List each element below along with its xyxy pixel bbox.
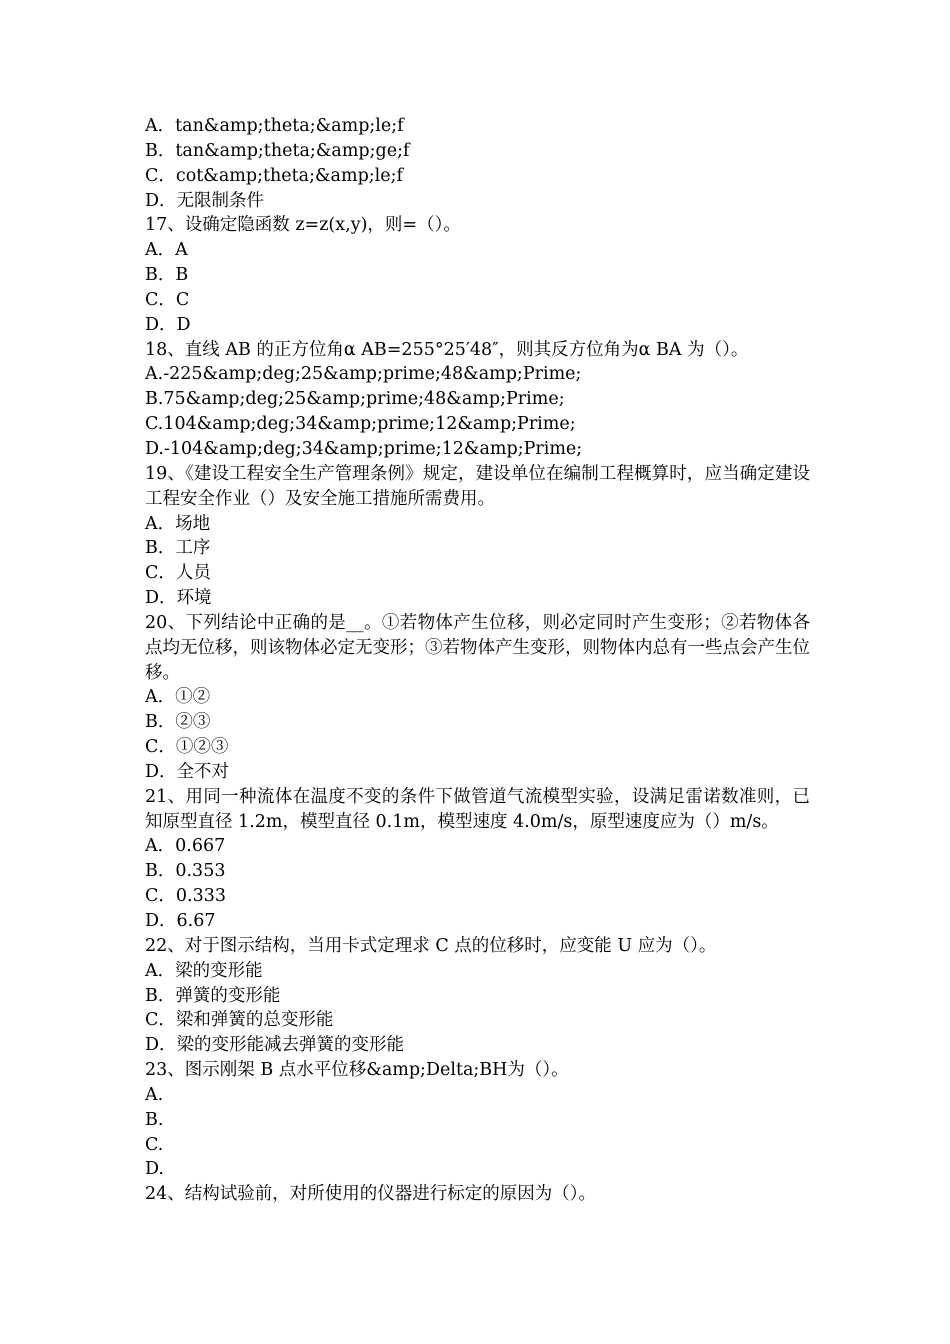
question-line: 20、下列结论中正确的是__。①若物体产生位移，则必定同时产生变形；②若物体各点均无位移，则该物体必定无变形；③若物体产生变形，则物体内总有一些点会产生位移。 bbox=[145, 612, 810, 683]
option-line: D. bbox=[145, 1159, 164, 1180]
option-line: D．D bbox=[145, 314, 191, 335]
option-line: B．tan&amp;theta;&amp;ge;f bbox=[145, 140, 410, 161]
option-line: C．C bbox=[145, 289, 190, 310]
option-line: A. bbox=[145, 1084, 164, 1105]
question-line: 17、设确定隐函数 z=z(x,y)，则=（）。 bbox=[145, 215, 461, 236]
option-line: C．0.333 bbox=[145, 886, 226, 907]
option-line: C．梁和弹簧的总变形能 bbox=[145, 1010, 334, 1031]
option-line: A．0.667 bbox=[145, 836, 226, 857]
question-line: 23、图示刚架 B 点水平位移&amp;Delta;BH为（）。 bbox=[145, 1060, 569, 1081]
option-line: A.-225&amp;deg;25&amp;prime;48&amp;Prime; bbox=[145, 364, 582, 385]
option-line: B．0.353 bbox=[145, 861, 226, 882]
option-line: B．B bbox=[145, 265, 189, 286]
option-line: D．梁的变形能减去弹簧的变形能 bbox=[145, 1035, 405, 1056]
option-line: C．cot&amp;theta;&amp;le;f bbox=[145, 165, 404, 186]
question-line: 21、用同一种流体在温度不变的条件下做管道气流模型实验，设满足雷诺数准则，已知原型直径 1.2m，模型直径 0.1m，模型速度 4.0m/s，原型速度应为（）m/s。 bbox=[145, 786, 810, 832]
question-line: 19、《建设工程安全生产管理条例》规定，建设单位在编制工程概算时，应当确定建设工程安全作业（）及安全施工措施所需费用。 bbox=[145, 463, 810, 509]
option-line: C．①②③ bbox=[145, 737, 229, 758]
option-line: D．全不对 bbox=[145, 761, 230, 782]
option-line: A．场地 bbox=[145, 513, 211, 534]
option-line: A．①② bbox=[145, 687, 211, 708]
option-line: D．环境 bbox=[145, 588, 212, 609]
option-line: B.75&amp;deg;25&amp;prime;48&amp;Prime; bbox=[145, 389, 565, 410]
option-line: A．梁的变形能 bbox=[145, 960, 263, 981]
option-line: D.-104&amp;deg;34&amp;prime;12&amp;Prime; bbox=[145, 438, 583, 459]
option-line: D．6.67 bbox=[145, 911, 216, 931]
question-line: 24、结构试验前，对所使用的仪器进行标定的原因为（）。 bbox=[145, 1184, 597, 1205]
option-line: B．弹簧的变形能 bbox=[145, 985, 281, 1006]
option-line: B. bbox=[145, 1109, 164, 1130]
option-line: D．无限制条件 bbox=[145, 190, 265, 211]
option-line: A．A bbox=[145, 240, 188, 261]
option-line: B．②③ bbox=[145, 712, 211, 733]
option-line: B．工序 bbox=[145, 538, 211, 559]
option-line: C. bbox=[145, 1134, 164, 1155]
question-line: 18、直线 AB 的正方位角α AB=255°25′48″，则其反方位角为α BA 为（）。 bbox=[145, 339, 749, 360]
question-line: 22、对于图示结构，当用卡式定理求 C 点的位移时，应变能 U 应为（）。 bbox=[145, 935, 717, 956]
option-line: C.104&amp;deg;34&amp;prime;12&amp;Prime; bbox=[145, 414, 576, 435]
option-line: C．人员 bbox=[145, 563, 211, 584]
option-line: A．tan&amp;theta;&amp;le;f bbox=[145, 116, 404, 136]
page-content bbox=[145, 114, 810, 1207]
